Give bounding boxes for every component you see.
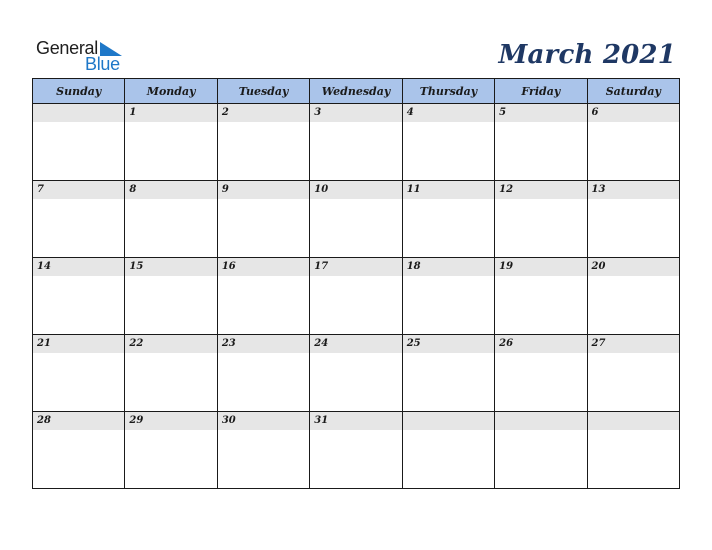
day-cell	[587, 181, 679, 258]
day-number: 24	[310, 335, 401, 353]
day-number: 5	[495, 104, 586, 122]
day-number: 28	[33, 412, 124, 430]
day-number: 23	[218, 335, 309, 353]
weekday-sunday: Sunday	[33, 79, 125, 104]
day-cell	[310, 181, 402, 258]
day-cell	[125, 258, 217, 335]
day-number: 11	[403, 181, 494, 199]
day-number: 10	[310, 181, 401, 199]
weekday-tuesday: Tuesday	[217, 79, 309, 104]
day-cell	[310, 335, 402, 412]
day-cell	[217, 104, 309, 181]
day-number: 25	[403, 335, 494, 353]
weekday-wednesday: Wednesday	[310, 79, 402, 104]
weekday-monday: Monday	[125, 79, 217, 104]
weekday-friday: Friday	[495, 79, 587, 104]
day-cell	[310, 412, 402, 489]
day-number: 1	[125, 104, 216, 122]
day-cell	[217, 258, 309, 335]
day-cell	[217, 181, 309, 258]
day-number	[495, 412, 586, 430]
day-cell	[587, 258, 679, 335]
calendar-title: March 2021	[498, 40, 676, 70]
day-number: 18	[403, 258, 494, 276]
day-number: 17	[310, 258, 401, 276]
day-cell	[495, 258, 587, 335]
day-number: 4	[403, 104, 494, 122]
day-number: 21	[33, 335, 124, 353]
day-number: 29	[125, 412, 216, 430]
day-number: 13	[588, 181, 679, 199]
day-cell	[217, 412, 309, 489]
day-number	[588, 412, 679, 430]
week-row	[33, 104, 680, 181]
day-number	[33, 104, 124, 122]
day-cell	[33, 335, 125, 412]
day-number: 30	[218, 412, 309, 430]
day-number: 14	[33, 258, 124, 276]
day-cell	[125, 335, 217, 412]
day-number: 19	[495, 258, 586, 276]
day-cell	[587, 335, 679, 412]
day-number: 6	[588, 104, 679, 122]
logo-text-general: General	[36, 38, 98, 58]
day-cell	[587, 104, 679, 181]
week-row	[33, 181, 680, 258]
day-cell	[495, 104, 587, 181]
day-cell	[495, 181, 587, 258]
brand-logo	[36, 38, 136, 74]
day-number: 20	[588, 258, 679, 276]
day-cell	[33, 258, 125, 335]
day-cell	[402, 104, 494, 181]
day-cell	[402, 412, 494, 489]
day-number: 3	[310, 104, 401, 122]
day-number: 16	[218, 258, 309, 276]
day-cell	[33, 181, 125, 258]
day-cell	[125, 104, 217, 181]
day-cell	[33, 104, 125, 181]
day-cell	[402, 181, 494, 258]
day-cell	[310, 258, 402, 335]
logo-text-blue: Blue	[85, 54, 120, 74]
day-cell	[587, 412, 679, 489]
day-number	[403, 412, 494, 430]
day-cell	[217, 335, 309, 412]
weekday-saturday: Saturday	[587, 79, 679, 104]
day-number: 31	[310, 412, 401, 430]
weekday-thursday: Thursday	[402, 79, 494, 104]
day-number: 9	[218, 181, 309, 199]
day-number: 2	[218, 104, 309, 122]
week-row	[33, 258, 680, 335]
day-cell	[125, 181, 217, 258]
day-cell	[125, 412, 217, 489]
week-row	[33, 335, 680, 412]
calendar-grid	[32, 78, 680, 489]
day-number: 15	[125, 258, 216, 276]
day-number: 12	[495, 181, 586, 199]
day-number: 8	[125, 181, 216, 199]
day-cell	[402, 335, 494, 412]
day-cell	[33, 412, 125, 489]
day-cell	[495, 412, 587, 489]
day-number: 22	[125, 335, 216, 353]
day-cell	[402, 258, 494, 335]
weekday-header-row	[33, 79, 680, 104]
day-number: 26	[495, 335, 586, 353]
week-row	[33, 412, 680, 489]
day-number: 27	[588, 335, 679, 353]
day-cell	[495, 335, 587, 412]
day-number: 7	[33, 181, 124, 199]
day-cell	[310, 104, 402, 181]
